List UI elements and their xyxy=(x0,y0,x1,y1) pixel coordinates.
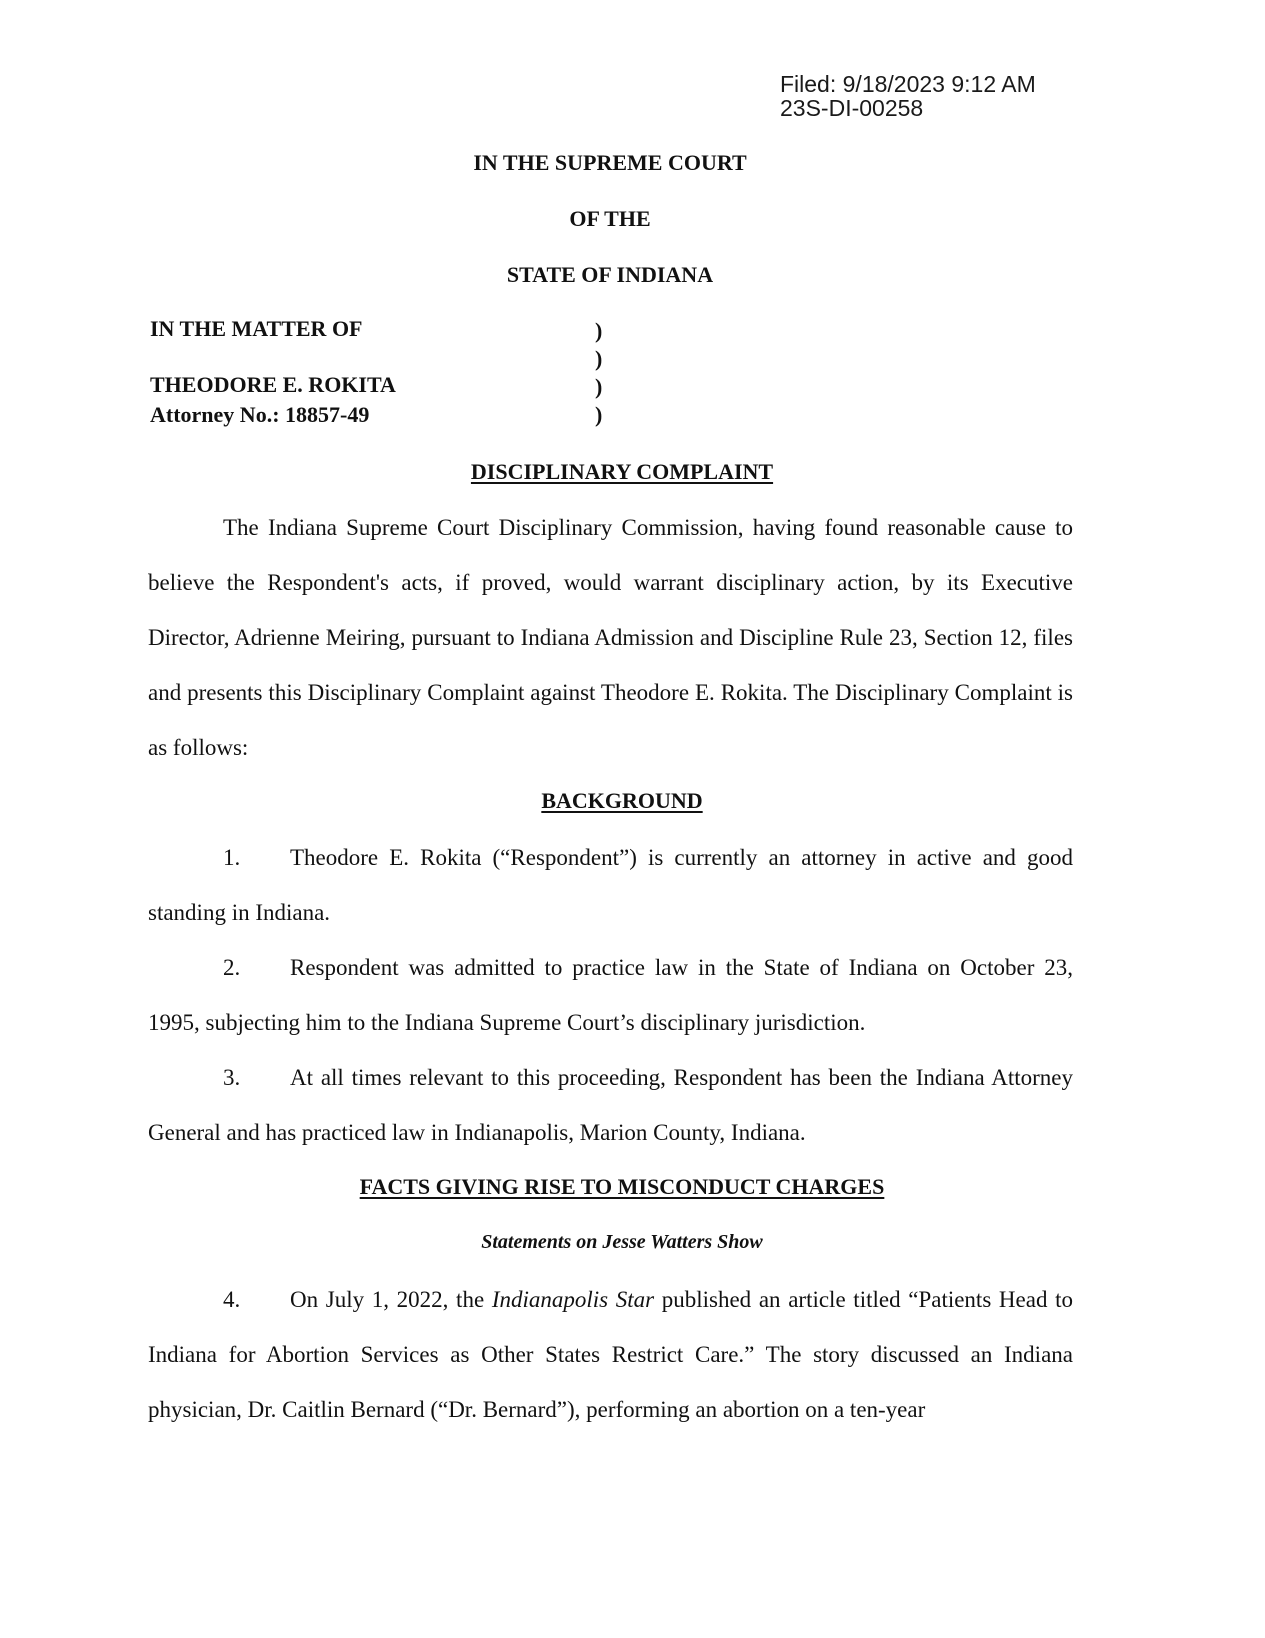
subheading: Statements on Jesse Watters Show xyxy=(481,1231,763,1253)
caption-attorney-no: Attorney No.: 18857-49 xyxy=(150,402,370,427)
paragraph-4 xyxy=(148,1272,1073,1437)
paragraph-3 xyxy=(148,1050,1073,1160)
paragraph-text: Theodore E. Rokita (“Respondent”) is currently an attorney in active and good standing in Indiana. xyxy=(148,845,1073,925)
paragraph-1 xyxy=(148,830,1073,940)
paragraph-text: At all times relevant to this proceeding, Respondent has been the Indiana Attorney General and has practiced law in Indianapolis, Marion County, Indiana. xyxy=(148,1065,1073,1145)
intro-paragraph: The Indiana Supreme Court Disciplinary Commission, having found reasonable cause to believe the Respondent's acts, if proved, would warrant disciplinary action, by its Executive Director, Adrienne Meiring, pursuant to Indiana Admission and Discipline Rule 23, Section 12, files and presents this Disciplinary Complaint against Theodore E. Rokita. The Disciplinary Complaint is as follows: xyxy=(148,515,1073,760)
court-line-2: OF THE xyxy=(569,206,651,231)
paragraph-text: published an article titled “Patients Head to Indiana for Abortion Services as Other States Restrict Care.” The story discussed an Indiana physician, Dr. Caitlin Bernard (“Dr. Bernard”), performing an abortion on a ten-year xyxy=(148,1287,1073,1422)
background-heading: BACKGROUND xyxy=(541,788,703,813)
document-title: DISCIPLINARY COMPLAINT xyxy=(470,459,774,484)
court-line-3: STATE OF INDIANA xyxy=(506,262,714,287)
paragraph-text: Respondent was admitted to practice law in the State of Indiana on October 23, 1995, subjecting him to the Indiana Supreme Court’s disciplinary jurisdiction. xyxy=(148,955,1073,1035)
caption-matter: IN THE MATTER OF xyxy=(150,316,363,341)
caption-paren: ) xyxy=(595,318,603,343)
paragraph-number: 2. xyxy=(223,955,241,980)
paragraph-number: 3. xyxy=(223,1065,241,1090)
court-line-1: IN THE SUPREME COURT xyxy=(473,150,747,175)
filed-date: Filed: 9/18/2023 9:12 AM xyxy=(780,71,1036,97)
paragraph-number: 4. xyxy=(223,1287,241,1312)
paragraph-number: 1. xyxy=(223,845,241,870)
filing-stamp xyxy=(780,72,1036,120)
case-number: 23S-DI-00258 xyxy=(780,95,924,121)
publication-title: Indianapolis Star xyxy=(491,1287,655,1312)
caption-paren: ) xyxy=(595,374,603,399)
paragraph-2 xyxy=(148,940,1073,1050)
caption-respondent: THEODORE E. ROKITA xyxy=(150,372,396,397)
paragraph-text: On July 1, 2022, the xyxy=(290,1287,492,1312)
caption-paren: ) xyxy=(595,402,603,427)
caption-paren: ) xyxy=(595,346,603,371)
facts-heading: FACTS GIVING RISE TO MISCONDUCT CHARGES xyxy=(359,1174,885,1199)
